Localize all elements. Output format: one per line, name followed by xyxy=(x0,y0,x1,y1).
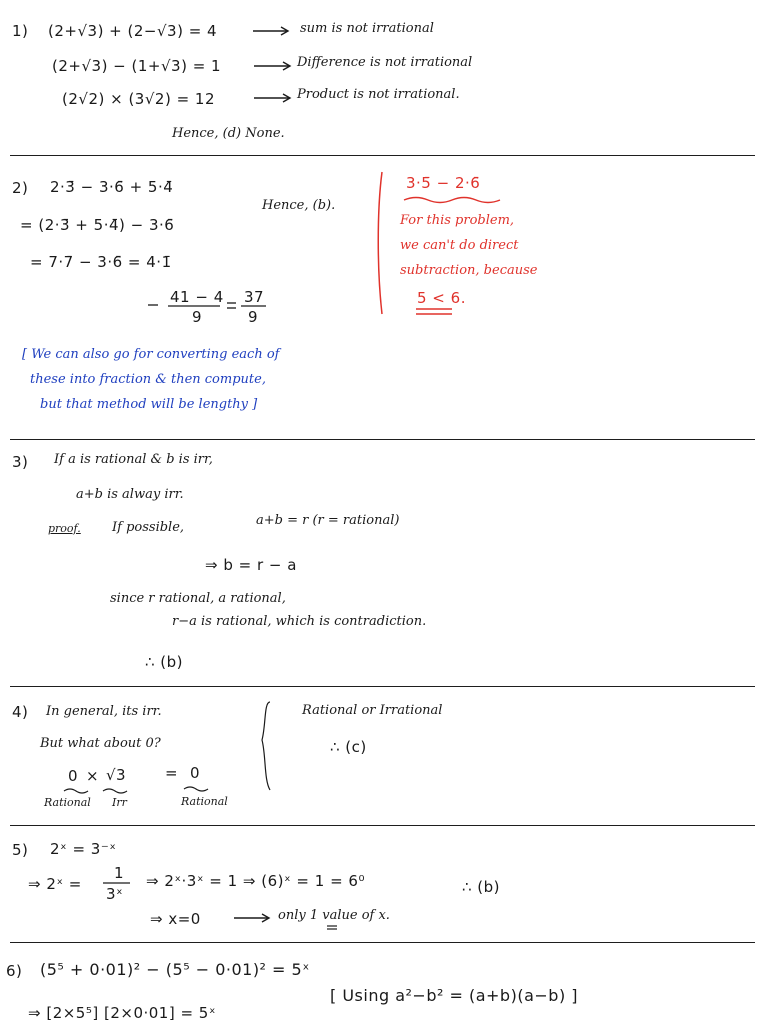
q5-step-1: ⇒ 2ˣ = xyxy=(28,875,82,893)
q2-side-inequality: 5 < 6. xyxy=(417,289,466,307)
q6-step-1: ⇒ [2×5⁵] [2×0·01] = 5ˣ xyxy=(28,1004,216,1022)
q2-simplified-expression: = 7·7̄ − 3·6̄ = 4·1̄ xyxy=(30,253,172,271)
q6-hint: [ Using a²−b² = (a+b)(a−b) ] xyxy=(330,986,579,1005)
q6-equation: (5⁵ + 0·01)² − (5⁵ − 0·01)² = 5ˣ xyxy=(40,960,310,979)
q3-proof-line-4: r−a is rational, which is contradiction. xyxy=(172,614,427,629)
q1-number: 1) xyxy=(12,22,29,40)
q2-remark-line-1: [ We can also go for converting each of xyxy=(22,347,280,362)
q2-side-note-line-1: For this problem, xyxy=(400,213,515,228)
q2-side-expression: 3·5̄ − 2·6̄ xyxy=(406,174,481,192)
q4-product-factor-b: √3 xyxy=(106,766,127,784)
q2-remark-line-2: these into fraction & then compute, xyxy=(30,372,266,387)
q3-proof-label: proof. xyxy=(48,522,81,535)
q4-product-factor-a: 0 xyxy=(68,767,79,785)
q2-fraction-right-numerator: 37 xyxy=(244,288,265,306)
q5-step-3: ⇒ x=0 xyxy=(150,910,201,928)
q3-statement-line-2: a+b is alway irr. xyxy=(76,487,184,502)
q2-number: 2) xyxy=(12,179,29,197)
q1-difference-expression: (2+√3) − (1+√3) = 1 xyxy=(52,57,222,75)
q4-line-1: In general, its irr. xyxy=(46,704,162,719)
q2-side-note-line-2: we can't do direct xyxy=(400,238,519,253)
q1-sum-expression: (2+√3) + (2−√3) = 4 xyxy=(48,22,218,40)
q1-product-expression: (2√2) × (3√2) = 12 xyxy=(62,90,215,108)
q2-fraction-left-numerator: 41 − 4 xyxy=(170,288,224,306)
q4-line-2: But what about 0? xyxy=(40,736,161,751)
q4-product-equals: = xyxy=(165,764,179,782)
q3-proof-line-2: ⇒ b = r − a xyxy=(205,556,297,574)
q3-proof-line-3: since r rational, a rational, xyxy=(110,591,286,606)
q2-remark-line-3: but that method will be lengthy ] xyxy=(40,397,258,412)
q5-step-1-numerator: 1 xyxy=(114,864,125,882)
q2-side-note-line-3: subtraction, because xyxy=(400,263,538,278)
q5-step-1-denominator: 3ˣ xyxy=(106,885,124,903)
q4-number: 4) xyxy=(12,703,29,721)
q3-proof-line-1: If possible, xyxy=(112,520,185,535)
q5-step-3-note: only 1 value of x. xyxy=(278,908,390,923)
divider xyxy=(10,942,755,943)
q1-sum-note: sum is not irrational xyxy=(300,21,434,36)
q2-grouped-expression: = (2·3̄ + 5·4̄) − 3·6̄ xyxy=(20,216,175,234)
q5-step-2: ⇒ 2ˣ·3ˣ = 1 ⇒ (6)ˣ = 1 = 6⁰ xyxy=(146,872,365,890)
q1-conclusion: Hence, (d) None. xyxy=(172,126,285,141)
q4-product-result: 0 xyxy=(190,764,201,782)
q4-side-note: Rational or Irrational xyxy=(302,703,443,718)
q2-expression: 2·3̄ − 3·6̄ + 5·4̄ xyxy=(50,178,174,196)
q2-fraction-right-denominator: 9 xyxy=(248,308,259,326)
q5-answer: ∴ (b) xyxy=(462,878,501,896)
q3-answer: ∴ (b) xyxy=(145,653,184,671)
q5-number: 5) xyxy=(12,841,29,859)
q5-equation: 2ˣ = 3⁻ˣ xyxy=(50,840,117,858)
q4-label-rational-a: Rational xyxy=(44,796,91,809)
q4-label-rational-c: Rational xyxy=(181,795,228,808)
q3-number: 3) xyxy=(12,453,29,471)
q3-statement-line-1: If a is rational & b is irr, xyxy=(54,452,213,467)
q6-number: 6) xyxy=(6,962,23,980)
q2-answer: Hence, (b). xyxy=(262,198,336,213)
q2-fraction-left-denominator: 9 xyxy=(192,308,203,326)
q4-label-irr: Irr xyxy=(112,796,127,809)
q1-difference-note: Difference is not irrational xyxy=(297,55,473,70)
q4-answer: ∴ (c) xyxy=(330,738,367,756)
q4-product-operator: × xyxy=(86,767,100,785)
q1-product-note: Product is not irrational. xyxy=(297,87,460,102)
q3-proof-line-1b: a+b = r (r = rational) xyxy=(256,513,400,528)
